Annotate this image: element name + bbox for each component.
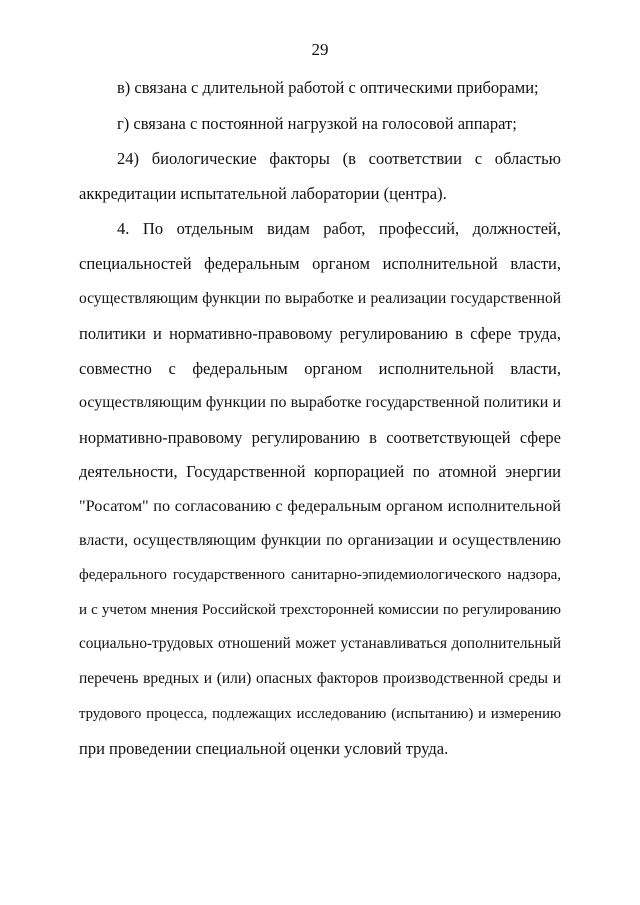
text-line: нормативно-правовому регулированию в соответствующей сфере xyxy=(79,428,561,447)
page-number: 29 xyxy=(311,40,329,59)
text-line: и с учетом мнения Российской трехсторонней комиссии по регулированию xyxy=(79,602,561,618)
text-line: федерального государственного санитарно-эпидемиологического надзора, xyxy=(79,567,561,583)
text-line: при проведении специальной оценки условий труда. xyxy=(79,739,449,758)
text-line: специальностей федеральным органом исполнительной власти, xyxy=(79,254,561,273)
text-line: политики и нормативно-правовому регулированию в сфере труда, xyxy=(79,324,561,343)
text-line: социально-трудовых отношений может устанавливаться дополнительный xyxy=(79,635,561,652)
text-line: перечень вредных и (или) опасных факторов производственной среды и xyxy=(79,670,561,687)
text-line: деятельности, Государственной корпорацией по атомной энергии xyxy=(79,462,561,481)
text-line: осуществляющим функции по выработке государственной политики и xyxy=(79,394,561,411)
text-line: трудового процесса, подлежащих исследованию (испытанию) и измерению xyxy=(79,706,561,722)
text-line: власти, осуществляющим функции по организации и осуществлению xyxy=(79,532,561,549)
text-line: г) связана с постоянной нагрузкой на голосовой аппарат; xyxy=(117,114,517,133)
text-line: совместно с федеральным органом исполнительной власти, xyxy=(79,359,561,378)
text-line: осуществляющим функции по выработке и реализации государственной xyxy=(79,290,561,307)
text-line: "Росатом" по согласованию с федеральным органом исполнительной xyxy=(79,497,561,515)
text-line: 24) биологические факторы (в соответствии с областью xyxy=(117,149,561,168)
text-line: в) связана с длительной работой с оптическими приборами; xyxy=(117,78,539,97)
text-line: 4. По отдельным видам работ, профессий, должностей, xyxy=(117,219,561,238)
text-line: аккредитации испытательной лаборатории (центра). xyxy=(79,184,447,203)
